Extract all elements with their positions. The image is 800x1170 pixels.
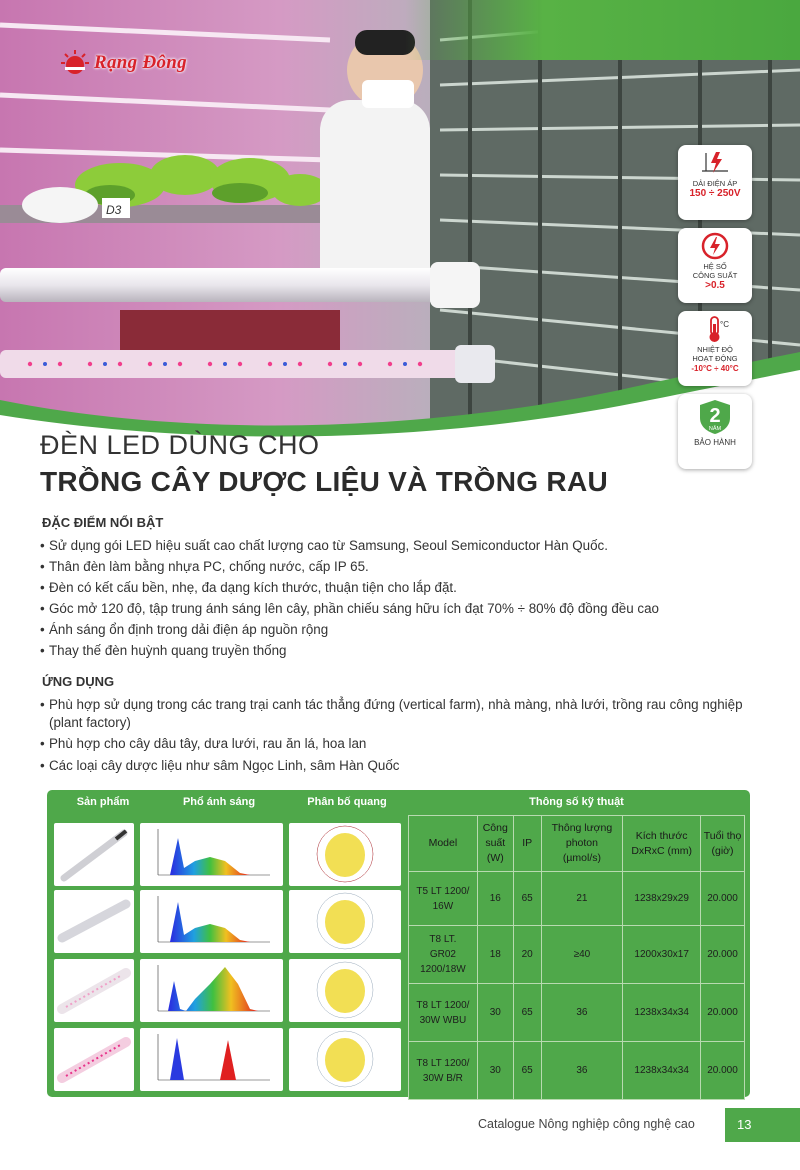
- svg-text:NĂM: NĂM: [708, 426, 722, 432]
- applications-list: [40, 696, 770, 778]
- features-list: [40, 535, 770, 661]
- cell-size: 1238x34x34: [623, 984, 701, 1042]
- voltage-icon: [700, 149, 730, 177]
- th-power: Công suất (W): [477, 816, 513, 872]
- cell-model: T8 LT 1200/ 30W WBU: [409, 984, 478, 1042]
- sun-logo-icon: [60, 48, 90, 78]
- cell-ip: 20: [513, 926, 541, 984]
- badge-warranty: 2 NĂM BẢO HÀNH: [678, 394, 752, 469]
- page-number-box: [725, 1108, 800, 1142]
- page-number: 13: [737, 1117, 752, 1132]
- cell-model: T8 LT. GR02 1200/18W: [409, 926, 478, 984]
- badge-power-factor: HỆ SỐ CÔNG SUẤT >0.5: [678, 228, 752, 303]
- list-item: • Thân đèn làm bằng nhựa PC, chống nước, cấp IP 65.: [40, 556, 770, 577]
- cell-life: 20.000: [701, 872, 745, 926]
- cell-power: 30: [477, 1042, 513, 1100]
- thermometer-icon: [700, 315, 730, 343]
- cell-photon: 36: [541, 984, 623, 1042]
- cell-life: 20.000: [701, 926, 745, 984]
- badge-voltage: DẢI ĐIỆN ÁP 150 ÷ 250V: [678, 145, 752, 220]
- list-item: • Ánh sáng ổn định trong dải điện áp nguồn rộng: [40, 619, 770, 640]
- light-distribution-chart: [289, 959, 401, 1022]
- light-distribution-chart: [289, 1028, 401, 1091]
- cell-ip: 65: [513, 872, 541, 926]
- th-ip: IP: [513, 816, 541, 872]
- th-life: Tuổi thọ (giờ): [701, 816, 745, 872]
- power-factor-icon: [700, 232, 730, 260]
- spectrum-chart: [140, 890, 283, 953]
- list-item: • Các loại cây dược liệu như sâm Ngọc Linh, sâm Hàn Quốc: [40, 757, 770, 775]
- col-head-product: Sản phẩm: [76, 796, 130, 808]
- product-image: [54, 1028, 134, 1091]
- svg-text:D3: D3: [106, 203, 122, 217]
- cell-size: 1238x29x29: [623, 872, 701, 926]
- cell-photon: 36: [541, 1042, 623, 1100]
- spectrum-chart: [140, 1028, 283, 1091]
- spectrum-chart: [140, 823, 283, 886]
- cell-model: T8 LT 1200/ 30W B/R: [409, 1042, 478, 1100]
- top-accent-band: [405, 0, 800, 60]
- brand-name: Rạng Đông: [94, 52, 187, 73]
- cell-power: 30: [477, 984, 513, 1042]
- product-table: [47, 790, 750, 1097]
- cell-life: 20.000: [701, 1042, 745, 1100]
- table-row: [409, 926, 745, 984]
- col-head-distribution: Phân bố quang: [307, 796, 387, 808]
- applications-heading: ỨNG DỤNG: [42, 674, 115, 689]
- table-row: [409, 984, 745, 1042]
- shield-icon: [696, 398, 734, 436]
- table-row: [409, 872, 745, 926]
- cell-size: 1200x30x17: [623, 926, 701, 984]
- th-photon: Thông lượng photon (µmol/s): [541, 816, 623, 872]
- cell-ip: 65: [513, 1042, 541, 1100]
- spectrum-chart: [140, 959, 283, 1022]
- svg-text:2: 2: [709, 405, 721, 427]
- th-size: Kích thước DxRxC (mm): [623, 816, 701, 872]
- col-head-specs: Thông số kỹ thuật: [529, 796, 624, 808]
- list-item: • Phù hợp cho cây dâu tây, dưa lưới, rau ăn lá, hoa lan: [40, 735, 770, 753]
- spec-header-row: [409, 816, 745, 872]
- cell-model: T5 LT 1200/ 16W: [409, 872, 478, 926]
- light-distribution-chart: [289, 823, 401, 886]
- cell-life: 20.000: [701, 984, 745, 1042]
- footer-catalogue-title: Catalogue Nông nghiệp công nghệ cao: [478, 1117, 695, 1131]
- col-head-spectrum: Phổ ánh sáng: [182, 796, 256, 808]
- th-model: Model: [409, 816, 478, 872]
- product-image: [54, 823, 134, 886]
- product-image: [54, 890, 134, 953]
- spec-table: [408, 815, 745, 1100]
- page-title-line-2: TRỒNG CÂY DƯỢC LIỆU VÀ TRỒNG RAU: [40, 466, 608, 497]
- brand-logo: [60, 48, 187, 78]
- list-item: • Thay thế đèn huỳnh quang truyền thống: [40, 640, 770, 661]
- svg-text:°C: °C: [720, 320, 729, 329]
- cell-photon: ≥40: [541, 926, 623, 984]
- light-distribution-chart: [289, 890, 401, 953]
- cell-power: 16: [477, 872, 513, 926]
- cell-photon: 21: [541, 872, 623, 926]
- cell-power: 18: [477, 926, 513, 984]
- badge-temperature: °C NHIỆT ĐỘ HOẠT ĐỘNG -10°C ÷ 40°C: [678, 311, 752, 386]
- list-item: • Phù hợp sử dụng trong các trang trại canh tác thẳng đứng (vertical farm), nhà màng, nhà lưới, trồng rau công nghiệp (plant factory): [40, 696, 770, 731]
- cell-ip: 65: [513, 984, 541, 1042]
- list-item: • Đèn có kết cấu bền, nhẹ, đa dạng kích thước, thuận tiện cho lắp đặt.: [40, 577, 770, 598]
- table-row: [409, 1042, 745, 1100]
- cell-size: 1238x34x34: [623, 1042, 701, 1100]
- page-title-line-1: ĐÈN LED DÙNG CHO: [40, 430, 320, 460]
- list-item: • Sử dụng gói LED hiệu suất cao chất lượng cao từ Samsung, Seoul Semiconductor Hàn Quốc.: [40, 535, 770, 556]
- product-image: [54, 959, 134, 1022]
- list-item: • Góc mở 120 độ, tập trung ánh sáng lên cây, phần chiếu sáng hữu ích đạt 70% ÷ 80% độ đồng đều cao: [40, 598, 770, 619]
- features-heading: ĐẶC ĐIỂM NỔI BẬT: [42, 515, 164, 530]
